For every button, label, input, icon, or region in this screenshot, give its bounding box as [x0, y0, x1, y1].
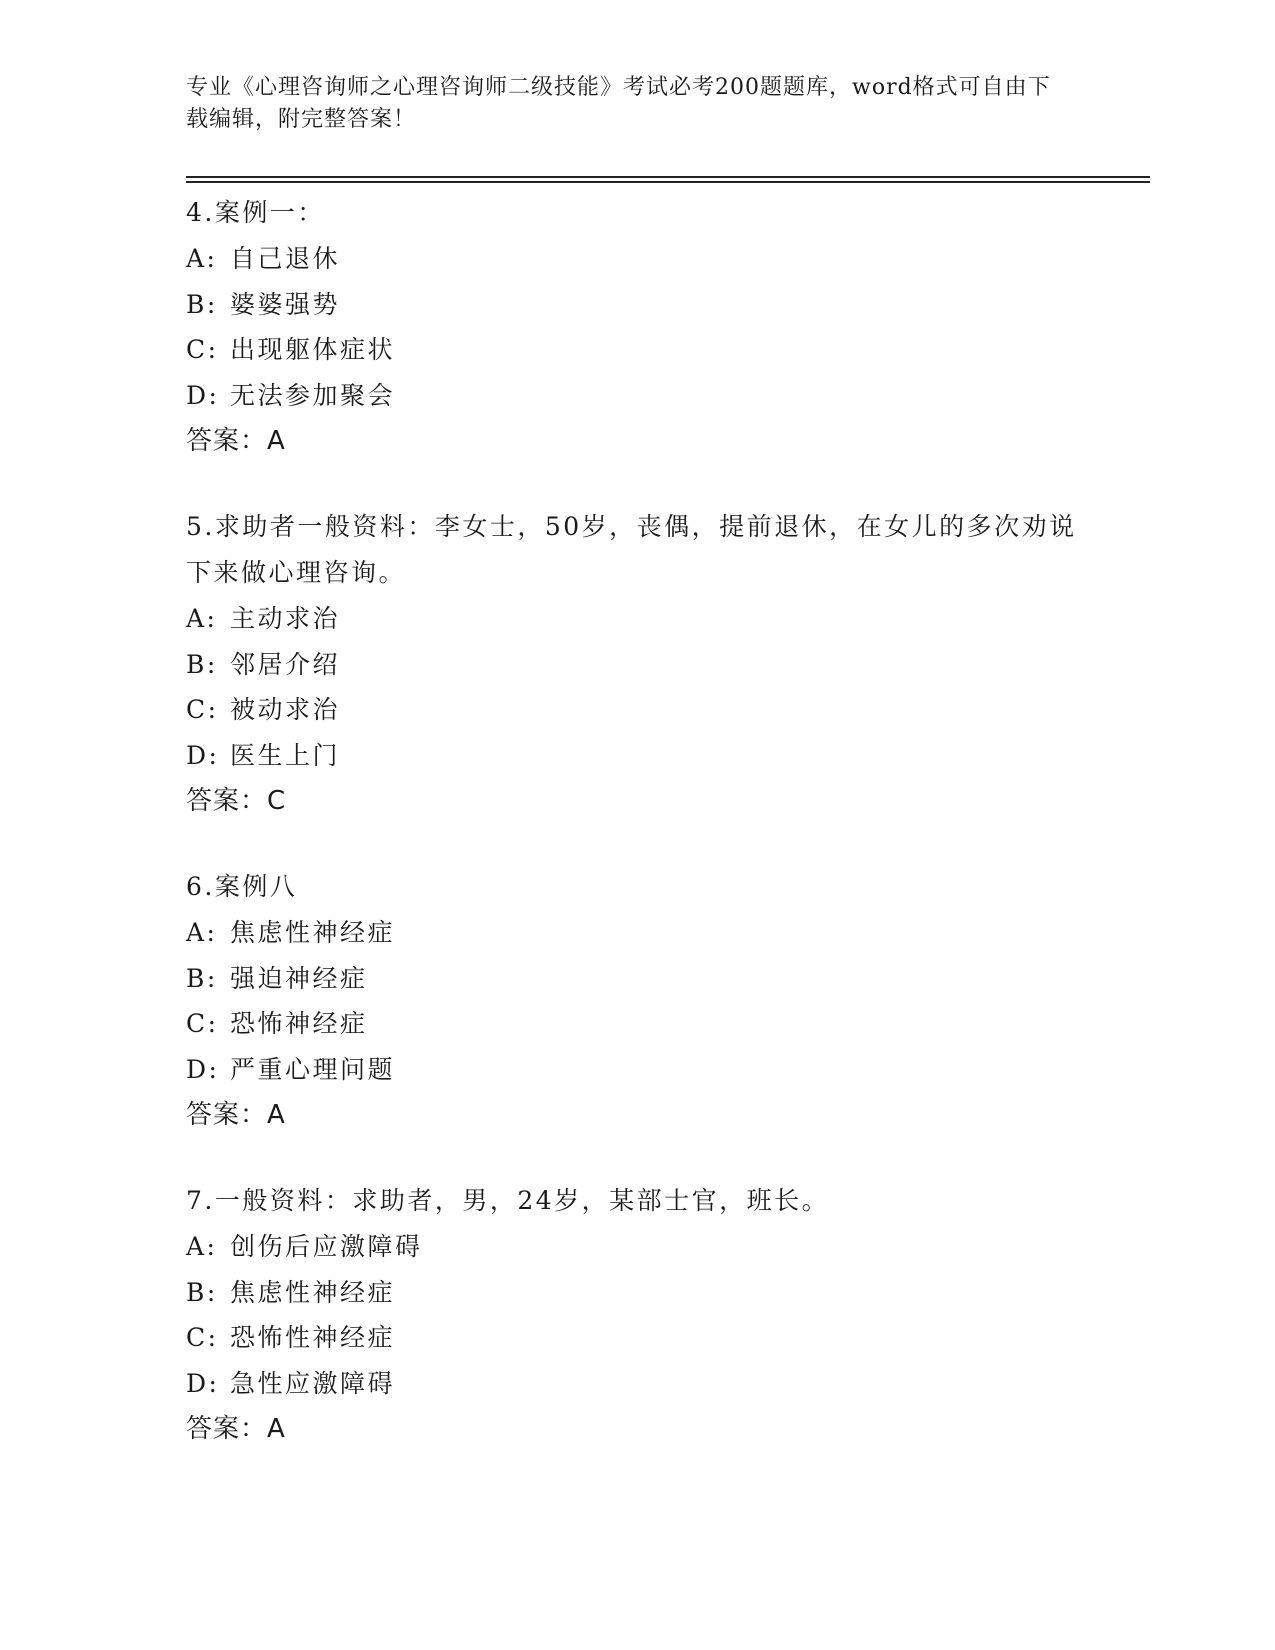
option-c: [186, 1315, 1086, 1361]
option-text: 焦虑性神经症: [230, 918, 396, 947]
option-text: 邻居介绍: [230, 649, 341, 679]
option-text: 被动求治: [230, 695, 341, 724]
option-text: 强迫神经症: [230, 963, 368, 993]
question-stem: 4.案例一：: [186, 198, 325, 227]
question-stem: 7.一般资料：求助者，男，24岁，某部士官，班长。: [186, 1186, 830, 1215]
question-7: [186, 1178, 1086, 1452]
question-6: [186, 864, 1086, 1138]
answer: 答案：A: [186, 426, 286, 456]
option-c: [186, 327, 1086, 373]
option-key: D:: [186, 1054, 220, 1084]
option-key: B:: [186, 963, 218, 993]
question-stem: 6.案例八: [186, 872, 298, 901]
answer: 答案：A: [186, 1100, 286, 1130]
option-key: D:: [186, 740, 220, 770]
option-key: A:: [186, 1232, 218, 1261]
option-key: C:: [186, 335, 219, 364]
answer: 答案：C: [186, 786, 287, 816]
option-a: [186, 596, 1086, 642]
option-key: B:: [186, 1277, 218, 1307]
option-d: [186, 373, 1086, 419]
option-d: [186, 1047, 1086, 1093]
answer: 答案：A: [186, 1414, 286, 1444]
option-text: 严重心理问题: [230, 1054, 396, 1084]
option-key: C:: [186, 1009, 219, 1038]
option-a: [186, 1224, 1086, 1270]
option-key: A:: [186, 918, 218, 947]
question-5: [186, 504, 1086, 824]
option-a: [186, 910, 1086, 956]
question-4: [186, 190, 1086, 464]
option-b: [186, 1270, 1086, 1316]
option-c: [186, 687, 1086, 733]
option-b: [186, 642, 1086, 688]
option-c: [186, 1001, 1086, 1047]
header-rule-top: [186, 176, 1150, 178]
option-key: B:: [186, 649, 218, 679]
option-key: A:: [186, 604, 218, 633]
question-list: [186, 190, 1086, 1492]
option-b: [186, 956, 1086, 1002]
option-a: [186, 236, 1086, 282]
option-text: 自己退休: [230, 244, 341, 273]
option-key: D:: [186, 380, 220, 410]
option-text: 创伤后应激障碍: [230, 1232, 423, 1261]
option-text: 出现躯体症状: [230, 335, 396, 364]
option-text: 婆婆强势: [230, 289, 341, 319]
question-stem: 5.求助者一般资料：李女士，50岁，丧偶，提前退休，在女儿的多次劝说下来做心理咨询。: [186, 512, 1077, 587]
option-text: 急性应激障碍: [230, 1368, 396, 1398]
option-text: 主动求治: [230, 604, 341, 633]
document-header: 专业《心理咨询师之心理咨询师二级技能》考试必考200题题库，word格式可自由下载编辑，附完整答案！: [186, 75, 1051, 132]
option-d: [186, 1361, 1086, 1407]
option-text: 无法参加聚会: [230, 380, 396, 410]
header-rule-bottom: [186, 181, 1150, 183]
option-b: [186, 282, 1086, 328]
option-d: [186, 733, 1086, 779]
option-key: C:: [186, 695, 219, 724]
option-text: 恐怖性神经症: [230, 1323, 396, 1352]
option-text: 医生上门: [230, 740, 341, 770]
option-text: 焦虑性神经症: [230, 1277, 396, 1307]
option-key: B:: [186, 289, 218, 319]
option-key: A:: [186, 244, 218, 273]
option-text: 恐怖神经症: [230, 1009, 368, 1038]
option-key: D:: [186, 1368, 220, 1398]
option-key: C:: [186, 1323, 219, 1352]
